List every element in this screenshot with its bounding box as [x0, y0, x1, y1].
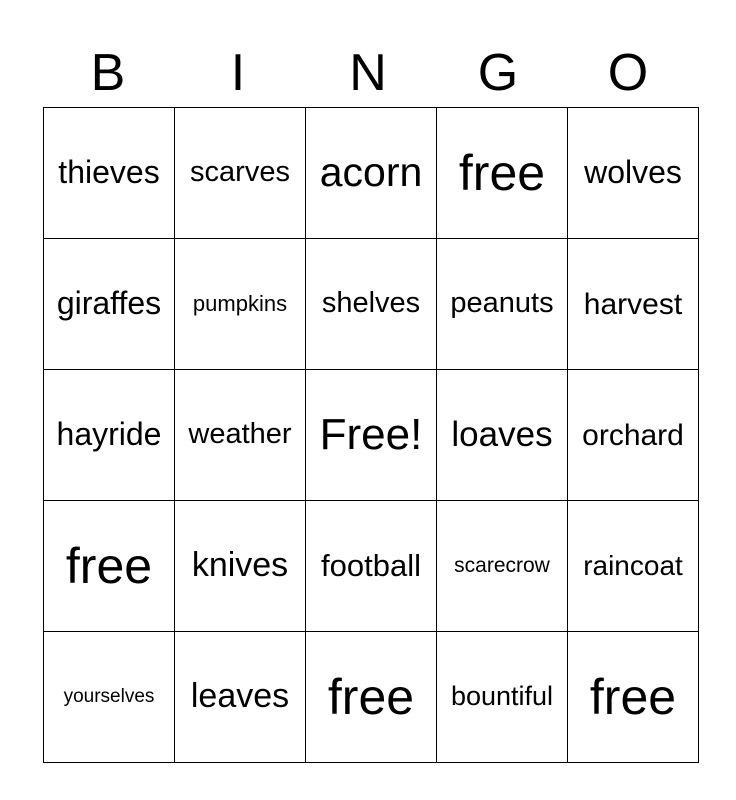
bingo-cell[interactable]: acorn — [306, 108, 437, 239]
bingo-cell[interactable]: bountiful — [437, 632, 568, 763]
bingo-cell[interactable]: football — [306, 501, 437, 632]
bingo-board — [43, 107, 699, 763]
bingo-cell[interactable]: thieves — [44, 108, 175, 239]
bingo-cell[interactable]: scarves — [175, 108, 306, 239]
bingo-cell[interactable]: harvest — [568, 239, 699, 370]
bingo-cell[interactable]: raincoat — [568, 501, 699, 632]
bingo-cell[interactable]: pumpkins — [175, 239, 306, 370]
bingo-cell[interactable]: knives — [175, 501, 306, 632]
header-letter-o: O — [607, 44, 649, 102]
bingo-cell[interactable]: wolves — [568, 108, 699, 239]
header-letter-i: I — [230, 44, 246, 102]
header-letter-n: N — [349, 44, 387, 102]
bingo-cell[interactable]: free — [568, 632, 699, 763]
bingo-cell[interactable]: leaves — [175, 632, 306, 763]
board-row — [44, 108, 699, 239]
board-row — [44, 370, 699, 501]
bingo-cell[interactable]: shelves — [306, 239, 437, 370]
bingo-cell[interactable]: orchard — [568, 370, 699, 501]
board-row — [44, 501, 699, 632]
bingo-cell[interactable]: free — [437, 108, 568, 239]
bingo-cell[interactable]: hayride — [44, 370, 175, 501]
board-row — [44, 632, 699, 763]
header-letter-g: G — [477, 44, 519, 102]
board-row — [44, 239, 699, 370]
header-letter-b: B — [90, 44, 126, 102]
bingo-cell[interactable]: free — [44, 501, 175, 632]
bingo-cell[interactable]: Free! — [306, 370, 437, 501]
bingo-cell[interactable]: loaves — [437, 370, 568, 501]
bingo-cell[interactable]: scarecrow — [437, 501, 568, 632]
bingo-header — [43, 40, 693, 106]
bingo-cell[interactable]: peanuts — [437, 239, 568, 370]
bingo-cell[interactable]: giraffes — [44, 239, 175, 370]
bingo-cell[interactable]: weather — [175, 370, 306, 501]
bingo-cell[interactable]: free — [306, 632, 437, 763]
bingo-cell[interactable]: yourselves — [44, 632, 175, 763]
